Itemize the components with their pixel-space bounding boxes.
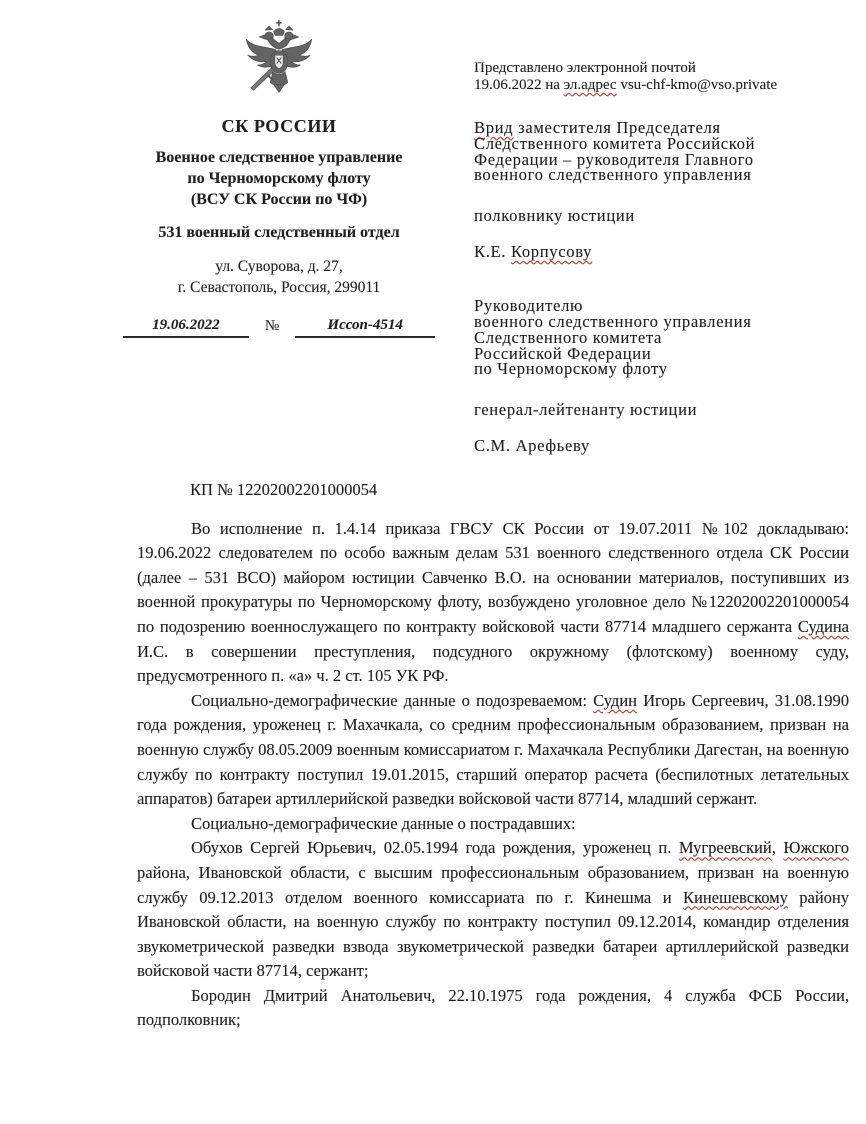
misspelled-word: Южского (783, 838, 849, 858)
text-segment: С.М. Арефьеву (474, 436, 590, 456)
misspelled-word: эл.адрес (563, 77, 617, 93)
addressee-column (474, 60, 866, 456)
delivery-note-line-2 (474, 77, 866, 94)
misspelled-word: Корпусову (510, 242, 593, 262)
text-segment: Следственного комитета (474, 327, 662, 347)
address-line-1: ул. Суворова, д. 27, (215, 258, 343, 275)
addressee-2-position (474, 298, 866, 377)
delivery-note (474, 60, 866, 94)
text-segment: К.Е. (474, 242, 511, 262)
text-segment: Руководителю (474, 296, 584, 316)
text-segment: Федерации – руководителя Главного (474, 149, 754, 169)
text-segment: району Ивановской области, на военную службу по контракту поступил 09.12.2014, командир отделения звукометрической разведки взвода звукометрической разведки батареи артиллерийской разведки войсковой части 87714, сержант; (137, 887, 850, 981)
addressee-2-name (474, 436, 866, 456)
addressee-1-rank: полковнику юстиции (474, 206, 635, 226)
address-line-2: г. Севастополь, Россия, 299011 (177, 279, 381, 296)
delivery-note-line-1: Представлено электронной почтой (474, 60, 696, 76)
org-subtitle-line-1: Военное следственное управление (155, 149, 403, 166)
text-segment: , (771, 838, 784, 858)
addressee-1-position (474, 120, 866, 183)
case-number: КП № 12202002201000054 (190, 480, 378, 499)
body-paragraph-2 (137, 689, 849, 812)
text-segment: заместителя Председателя (513, 118, 721, 137)
misspelled-word: Кинешевскому (682, 887, 788, 907)
text-segment: Игорь Сергеевич, 31.08.1990 года рождения, уроженец г. Махачкала, со средним профессиональным образованием, призван на военную службу 08.05.2009 военным комиссариатом г. Махачкала Республики Дагестан, на военную службу по контракту поступил 19.01.2015, старший оператор расчета (беспилотных летательных аппаратов) батареи артиллерийской разведки войсковой части 87714, младший сержант. (137, 690, 849, 809)
double-headed-eagle-icon (241, 18, 317, 106)
postal-address (118, 256, 440, 298)
emblem-wrap (118, 16, 440, 108)
addressee-2-position-line-5 (474, 361, 866, 377)
addressee-1-position-line-4 (474, 167, 866, 183)
department-title: 531 военный следственный отдел (158, 224, 400, 241)
body-paragraph-1 (137, 517, 849, 689)
text-segment: района, Ивановской области, с высшим профессиональным образованием, призван на военную службу 09.12.2013 отделом военного комиссариата по г. Кинешма и (137, 862, 849, 907)
outgoing-dateline (118, 317, 440, 338)
text-segment: Следственного комитета Российской (474, 133, 756, 153)
outgoing-date-field: 19.06.2022 (123, 317, 249, 338)
misspelled-word: Врид (474, 118, 514, 137)
org-subtitle-line-2: по Черноморскому флоту (187, 170, 371, 187)
text-segment: по Черноморскому флоту (474, 359, 668, 379)
misspelled-word: Мугреевский (678, 838, 772, 858)
text-segment: Социально-демографические данные о пострадавших: (191, 813, 576, 833)
misspelled-word: Судин (593, 690, 637, 710)
text-segment: Социально-демографические данные о подозреваемом: (191, 690, 594, 710)
body-paragraph-4 (137, 836, 849, 984)
org-subtitle (118, 147, 440, 210)
text-segment: vsu-chf-kmo@vso.private (616, 77, 778, 93)
body-paragraph-5 (137, 984, 849, 1033)
org-title: СК РОССИИ (221, 116, 337, 136)
misspelled-word: Судина (797, 616, 849, 636)
text-segment: 19.06.2022 на (474, 77, 564, 93)
outgoing-number-field: Иссоп-4514 (295, 317, 435, 338)
addressee-1-name (474, 242, 866, 262)
text-segment: военного следственного управления (474, 165, 752, 185)
text-segment: Во исполнение п. 1.4.14 приказа ГВСУ СК России от 19.07.2011 №102 докладываю: 19.06.2022 следователем по особо важным делам 531 военного следственного отдела СК России (далее – 531 ВСО) майором юстиции Савченко В.О. на основании материалов, поступивших из военной прокуратуры по Черноморскому флоту, возбуждено уголовное дело №12202002201000054 по подозрению военнослужащего по контракту войсковой части 87714 младшего сержанта (137, 518, 849, 636)
body-paragraph-3 (137, 812, 849, 837)
org-subtitle-line-3: (ВСУ СК России по ЧФ) (190, 191, 368, 208)
text-segment: Обухов Сергей Юрьевич, 02.05.1994 года рождения, уроженец п. (191, 838, 679, 858)
text-segment: И.С. в совершении преступления, подсудного окружному (флотскому) военному суду, предусмотренного п. «а» ч. 2 ст. 105 УК РФ. (137, 641, 849, 686)
letter-body (137, 478, 849, 1033)
letterhead (118, 16, 440, 338)
text-segment: Российской Федерации (474, 343, 652, 363)
number-sign: № (264, 318, 280, 334)
text-segment: Бородин Дмитрий Анатольевич, 22.10.1975 года рождения, 4 служба ФСБ России, подполковник; (137, 985, 849, 1030)
text-segment: военного следственного управления (474, 311, 752, 331)
addressee-2-rank: генерал-лейтенанту юстиции (474, 400, 698, 420)
